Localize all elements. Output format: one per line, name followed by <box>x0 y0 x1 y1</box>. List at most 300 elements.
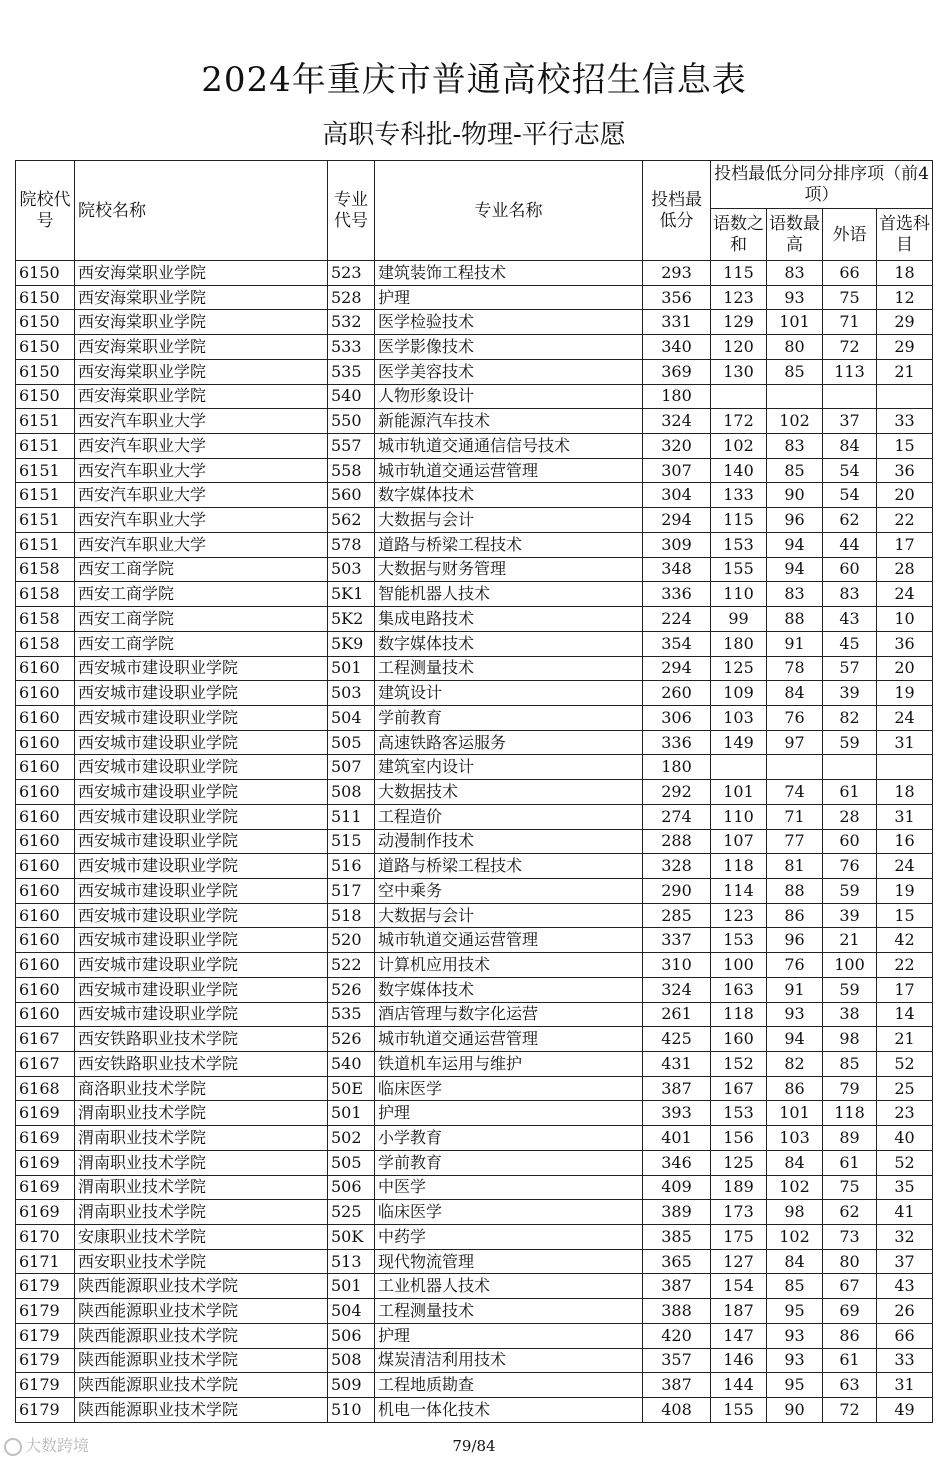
cell-max-cn-math: 96 <box>767 508 823 533</box>
col-major-code: 专业代号 <box>328 161 375 261</box>
cell-major-code: 558 <box>328 458 375 483</box>
cell-foreign-lang: 43 <box>823 607 877 632</box>
cell-major-code: 501 <box>328 656 375 681</box>
cell-foreign-lang: 82 <box>823 705 877 730</box>
cell-first-subject: 32 <box>877 1225 933 1250</box>
cell-sum-cn-math: 154 <box>711 1274 767 1299</box>
watermark <box>4 1433 89 1456</box>
cell-sum-cn-math: 107 <box>711 829 767 854</box>
cell-major-code: 562 <box>328 508 375 533</box>
cell-sum-cn-math: 175 <box>711 1225 767 1250</box>
cell-major-name: 工程造价 <box>375 804 643 829</box>
cell-major-code: 578 <box>328 532 375 557</box>
cell-first-subject: 16 <box>877 829 933 854</box>
table-body <box>16 261 933 1423</box>
cell-min-score: 369 <box>643 359 711 384</box>
cell-major-name: 医学检验技术 <box>375 310 643 335</box>
cell-foreign-lang: 100 <box>823 953 877 978</box>
cell-min-score: 354 <box>643 631 711 656</box>
cell-min-score: 224 <box>643 607 711 632</box>
cell-min-score: 331 <box>643 310 711 335</box>
cell-major-code: 505 <box>328 1150 375 1175</box>
cell-first-subject: 31 <box>877 1373 933 1398</box>
table-row <box>16 977 933 1002</box>
cell-school-code: 6160 <box>16 755 75 780</box>
cell-min-score: 294 <box>643 656 711 681</box>
cell-school-name: 西安汽车职业大学 <box>75 508 328 533</box>
cell-first-subject: 10 <box>877 607 933 632</box>
cell-sum-cn-math: 127 <box>711 1249 767 1274</box>
cell-min-score: 292 <box>643 780 711 805</box>
cell-max-cn-math: 82 <box>767 1052 823 1077</box>
cell-foreign-lang: 21 <box>823 928 877 953</box>
cell-max-cn-math: 71 <box>767 804 823 829</box>
cell-school-code: 6158 <box>16 631 75 656</box>
cell-major-name: 煤炭清洁利用技术 <box>375 1348 643 1373</box>
cell-sum-cn-math: 109 <box>711 681 767 706</box>
cell-first-subject: 29 <box>877 310 933 335</box>
cell-major-name: 护理 <box>375 1323 643 1348</box>
cell-school-name: 西安城市建设职业学院 <box>75 977 328 1002</box>
cell-max-cn-math: 90 <box>767 483 823 508</box>
cell-school-code: 6151 <box>16 458 75 483</box>
cell-foreign-lang: 67 <box>823 1274 877 1299</box>
cell-max-cn-math: 98 <box>767 1200 823 1225</box>
cell-sum-cn-math: 173 <box>711 1200 767 1225</box>
cell-first-subject: 19 <box>877 681 933 706</box>
col-sum-cn-math: 语数之和 <box>711 209 767 261</box>
cell-max-cn-math: 76 <box>767 953 823 978</box>
cell-foreign-lang: 98 <box>823 1027 877 1052</box>
cell-major-code: 503 <box>328 557 375 582</box>
cell-sum-cn-math: 129 <box>711 310 767 335</box>
cell-first-subject: 31 <box>877 804 933 829</box>
cell-first-subject: 28 <box>877 557 933 582</box>
cell-first-subject: 19 <box>877 878 933 903</box>
cell-major-name: 道路与桥梁工程技术 <box>375 532 643 557</box>
cell-foreign-lang: 28 <box>823 804 877 829</box>
cell-school-code: 6160 <box>16 656 75 681</box>
table-row <box>16 928 933 953</box>
cell-school-code: 6179 <box>16 1323 75 1348</box>
cell-major-code: 526 <box>328 1027 375 1052</box>
cell-school-name: 西安城市建设职业学院 <box>75 953 328 978</box>
cell-sum-cn-math: 118 <box>711 854 767 879</box>
cell-school-name: 陕西能源职业技术学院 <box>75 1299 328 1324</box>
cell-major-name: 城市轨道交通通信信号技术 <box>375 434 643 459</box>
cell-school-code: 6150 <box>16 335 75 360</box>
cell-school-code: 6179 <box>16 1348 75 1373</box>
admission-table <box>15 160 933 1423</box>
cell-major-name: 道路与桥梁工程技术 <box>375 854 643 879</box>
cell-foreign-lang: 71 <box>823 310 877 335</box>
cell-first-subject: 20 <box>877 483 933 508</box>
cell-sum-cn-math: 172 <box>711 409 767 434</box>
cell-major-code: 502 <box>328 1126 375 1151</box>
cell-sum-cn-math: 125 <box>711 656 767 681</box>
table-row <box>16 681 933 706</box>
table-header <box>16 161 933 261</box>
cell-foreign-lang: 59 <box>823 730 877 755</box>
cell-max-cn-math: 86 <box>767 1076 823 1101</box>
cell-foreign-lang: 83 <box>823 582 877 607</box>
table-row <box>16 1249 933 1274</box>
cell-major-name: 大数据与会计 <box>375 508 643 533</box>
cell-major-name: 高速铁路客运服务 <box>375 730 643 755</box>
cell-sum-cn-math: 120 <box>711 335 767 360</box>
cell-school-code: 6169 <box>16 1175 75 1200</box>
cell-major-code: 503 <box>328 681 375 706</box>
cell-max-cn-math: 78 <box>767 656 823 681</box>
cell-max-cn-math: 93 <box>767 1323 823 1348</box>
cell-sum-cn-math: 123 <box>711 903 767 928</box>
cell-max-cn-math: 97 <box>767 730 823 755</box>
cell-sum-cn-math: 153 <box>711 1101 767 1126</box>
cell-max-cn-math: 95 <box>767 1299 823 1324</box>
cell-sum-cn-math: 153 <box>711 928 767 953</box>
cell-foreign-lang: 61 <box>823 1348 877 1373</box>
cell-first-subject: 33 <box>877 1348 933 1373</box>
cell-first-subject: 23 <box>877 1101 933 1126</box>
table-row <box>16 755 933 780</box>
cell-school-code: 6169 <box>16 1200 75 1225</box>
cell-first-subject: 21 <box>877 1027 933 1052</box>
cell-sum-cn-math: 115 <box>711 261 767 286</box>
cell-foreign-lang <box>823 384 877 409</box>
cell-school-name: 西安城市建设职业学院 <box>75 854 328 879</box>
cell-school-code: 6160 <box>16 681 75 706</box>
cell-max-cn-math: 101 <box>767 310 823 335</box>
cell-first-subject: 40 <box>877 1126 933 1151</box>
cell-major-code: 550 <box>328 409 375 434</box>
cell-first-subject: 52 <box>877 1052 933 1077</box>
cell-school-code: 6158 <box>16 582 75 607</box>
cell-max-cn-math: 80 <box>767 335 823 360</box>
cell-school-name: 安康职业技术学院 <box>75 1225 328 1250</box>
cell-min-score: 324 <box>643 977 711 1002</box>
table-row <box>16 1373 933 1398</box>
cell-min-score: 385 <box>643 1225 711 1250</box>
cell-foreign-lang: 89 <box>823 1126 877 1151</box>
cell-sum-cn-math: 123 <box>711 285 767 310</box>
cell-major-code: 525 <box>328 1200 375 1225</box>
cell-max-cn-math: 86 <box>767 903 823 928</box>
cell-school-code: 6170 <box>16 1225 75 1250</box>
cell-min-score: 408 <box>643 1398 711 1423</box>
cell-school-name: 西安海棠职业学院 <box>75 285 328 310</box>
cell-first-subject: 26 <box>877 1299 933 1324</box>
cell-foreign-lang: 45 <box>823 631 877 656</box>
cell-max-cn-math: 84 <box>767 681 823 706</box>
cell-first-subject: 52 <box>877 1150 933 1175</box>
cell-major-code: 511 <box>328 804 375 829</box>
cell-foreign-lang: 37 <box>823 409 877 434</box>
cell-school-code: 6169 <box>16 1126 75 1151</box>
cell-max-cn-math: 91 <box>767 631 823 656</box>
cell-major-code: 518 <box>328 903 375 928</box>
cell-first-subject: 15 <box>877 434 933 459</box>
cell-min-score: 365 <box>643 1249 711 1274</box>
cell-sum-cn-math: 103 <box>711 705 767 730</box>
cell-major-name: 工程测量技术 <box>375 1299 643 1324</box>
cell-min-score: 387 <box>643 1274 711 1299</box>
cell-min-score: 388 <box>643 1299 711 1324</box>
cell-max-cn-math: 102 <box>767 1225 823 1250</box>
cell-foreign-lang: 39 <box>823 903 877 928</box>
cell-sum-cn-math: 187 <box>711 1299 767 1324</box>
cell-min-score: 420 <box>643 1323 711 1348</box>
cell-major-name: 学前教育 <box>375 1150 643 1175</box>
cell-school-code: 6150 <box>16 261 75 286</box>
cell-foreign-lang: 60 <box>823 829 877 854</box>
table-row <box>16 1150 933 1175</box>
cell-major-code: 504 <box>328 705 375 730</box>
table-row <box>16 780 933 805</box>
cell-school-code: 6158 <box>16 557 75 582</box>
cell-first-subject: 31 <box>877 730 933 755</box>
cell-foreign-lang: 113 <box>823 359 877 384</box>
cell-major-code: 528 <box>328 285 375 310</box>
cell-max-cn-math: 88 <box>767 607 823 632</box>
cell-min-score: 180 <box>643 384 711 409</box>
cell-foreign-lang: 59 <box>823 878 877 903</box>
cell-school-code: 6151 <box>16 434 75 459</box>
table-row <box>16 508 933 533</box>
watermark-text: 大数跨境 <box>25 1436 90 1455</box>
cell-school-name: 西安汽车职业大学 <box>75 532 328 557</box>
cell-sum-cn-math: 140 <box>711 458 767 483</box>
cell-sum-cn-math: 163 <box>711 977 767 1002</box>
cell-min-score: 389 <box>643 1200 711 1225</box>
cell-first-subject: 35 <box>877 1175 933 1200</box>
cell-min-score: 306 <box>643 705 711 730</box>
cell-first-subject: 24 <box>877 854 933 879</box>
cell-school-name: 西安城市建设职业学院 <box>75 730 328 755</box>
cell-sum-cn-math: 160 <box>711 1027 767 1052</box>
page-number: 79/84 <box>452 1437 496 1455</box>
cell-major-name: 数字媒体技术 <box>375 483 643 508</box>
cell-school-code: 6160 <box>16 804 75 829</box>
cell-major-name: 空中乘务 <box>375 878 643 903</box>
table-row <box>16 1348 933 1373</box>
cell-major-code: 557 <box>328 434 375 459</box>
cell-first-subject: 24 <box>877 582 933 607</box>
cell-major-code: 509 <box>328 1373 375 1398</box>
cell-major-code: 522 <box>328 953 375 978</box>
col-school-name: 院校名称 <box>75 161 328 261</box>
cell-major-code: 560 <box>328 483 375 508</box>
cell-major-code: 510 <box>328 1398 375 1423</box>
col-school-code: 院校代号 <box>16 161 75 261</box>
cell-first-subject: 20 <box>877 656 933 681</box>
cell-min-score: 304 <box>643 483 711 508</box>
cell-first-subject: 37 <box>877 1249 933 1274</box>
cell-first-subject: 22 <box>877 953 933 978</box>
cell-school-name: 陕西能源职业技术学院 <box>75 1274 328 1299</box>
cell-major-name: 大数据与会计 <box>375 903 643 928</box>
cell-school-name: 西安城市建设职业学院 <box>75 928 328 953</box>
cell-min-score: 357 <box>643 1348 711 1373</box>
cell-major-name: 集成电路技术 <box>375 607 643 632</box>
table-row <box>16 1299 933 1324</box>
cell-major-code: 540 <box>328 384 375 409</box>
cell-min-score: 180 <box>643 755 711 780</box>
cell-school-name: 西安汽车职业大学 <box>75 434 328 459</box>
cell-max-cn-math: 94 <box>767 532 823 557</box>
cell-foreign-lang: 38 <box>823 1002 877 1027</box>
cell-min-score: 393 <box>643 1101 711 1126</box>
cell-min-score: 401 <box>643 1126 711 1151</box>
cell-major-name: 数字媒体技术 <box>375 631 643 656</box>
cell-max-cn-math: 93 <box>767 1348 823 1373</box>
cell-foreign-lang: 54 <box>823 483 877 508</box>
cell-school-code: 6151 <box>16 483 75 508</box>
cell-major-code: 506 <box>328 1323 375 1348</box>
cell-min-score: 293 <box>643 261 711 286</box>
cell-school-name: 陕西能源职业技术学院 <box>75 1323 328 1348</box>
table-row <box>16 409 933 434</box>
cell-min-score: 274 <box>643 804 711 829</box>
table-row <box>16 953 933 978</box>
cell-max-cn-math: 91 <box>767 977 823 1002</box>
cell-foreign-lang: 118 <box>823 1101 877 1126</box>
cell-school-name: 西安海棠职业学院 <box>75 310 328 335</box>
table-row <box>16 854 933 879</box>
table-row <box>16 1101 933 1126</box>
cell-foreign-lang: 44 <box>823 532 877 557</box>
cell-school-name: 西安海棠职业学院 <box>75 359 328 384</box>
cell-major-name: 护理 <box>375 1101 643 1126</box>
cell-major-name: 临床医学 <box>375 1200 643 1225</box>
cell-major-name: 大数据与财务管理 <box>375 557 643 582</box>
cell-sum-cn-math: 156 <box>711 1126 767 1151</box>
cell-max-cn-math: 103 <box>767 1126 823 1151</box>
cell-major-name: 铁道机车运用与维护 <box>375 1052 643 1077</box>
cell-school-name: 西安城市建设职业学院 <box>75 681 328 706</box>
cell-school-code: 6160 <box>16 977 75 1002</box>
cell-major-name: 建筑室内设计 <box>375 755 643 780</box>
cell-first-subject: 49 <box>877 1398 933 1423</box>
cell-first-subject: 21 <box>877 359 933 384</box>
cell-foreign-lang: 84 <box>823 434 877 459</box>
cell-major-code: 507 <box>328 755 375 780</box>
cell-major-name: 城市轨道交通运营管理 <box>375 928 643 953</box>
table-row <box>16 1175 933 1200</box>
cell-foreign-lang: 57 <box>823 656 877 681</box>
cell-foreign-lang: 66 <box>823 261 877 286</box>
cell-first-subject: 12 <box>877 285 933 310</box>
table-row <box>16 359 933 384</box>
cell-major-name: 计算机应用技术 <box>375 953 643 978</box>
table-row <box>16 310 933 335</box>
cell-sum-cn-math: 144 <box>711 1373 767 1398</box>
cell-major-code: 50E <box>328 1076 375 1101</box>
cell-major-code: 523 <box>328 261 375 286</box>
cell-min-score: 387 <box>643 1076 711 1101</box>
table-row <box>16 829 933 854</box>
cell-school-name: 西安城市建设职业学院 <box>75 878 328 903</box>
table-row <box>16 1002 933 1027</box>
table-row <box>16 878 933 903</box>
cell-school-name: 西安工商学院 <box>75 557 328 582</box>
cell-foreign-lang: 54 <box>823 458 877 483</box>
cell-foreign-lang <box>823 755 877 780</box>
cell-major-name: 工业机器人技术 <box>375 1274 643 1299</box>
cell-school-code: 6160 <box>16 903 75 928</box>
cell-sum-cn-math: 100 <box>711 953 767 978</box>
table-row <box>16 1398 933 1423</box>
cell-sum-cn-math: 101 <box>711 780 767 805</box>
cell-sum-cn-math: 147 <box>711 1323 767 1348</box>
table-row <box>16 261 933 286</box>
cell-major-code: 515 <box>328 829 375 854</box>
cell-major-name: 工程测量技术 <box>375 656 643 681</box>
cell-sum-cn-math: 110 <box>711 582 767 607</box>
cell-foreign-lang: 59 <box>823 977 877 1002</box>
cell-min-score: 337 <box>643 928 711 953</box>
cell-max-cn-math: 85 <box>767 458 823 483</box>
col-tiebreak-group: 投档最低分同分排序项（前4项） <box>711 161 933 209</box>
cell-max-cn-math: 85 <box>767 359 823 384</box>
cell-sum-cn-math: 152 <box>711 1052 767 1077</box>
watermark-logo-icon <box>4 1438 22 1456</box>
cell-sum-cn-math: 118 <box>711 1002 767 1027</box>
cell-min-score: 336 <box>643 730 711 755</box>
cell-major-code: 505 <box>328 730 375 755</box>
cell-first-subject: 18 <box>877 780 933 805</box>
cell-foreign-lang: 79 <box>823 1076 877 1101</box>
cell-major-name: 大数据技术 <box>375 780 643 805</box>
cell-school-name: 渭南职业技术学院 <box>75 1175 328 1200</box>
table-row <box>16 582 933 607</box>
cell-school-code: 6160 <box>16 1002 75 1027</box>
cell-major-name: 动漫制作技术 <box>375 829 643 854</box>
cell-major-name: 现代物流管理 <box>375 1249 643 1274</box>
cell-min-score: 290 <box>643 878 711 903</box>
cell-school-name: 西安城市建设职业学院 <box>75 903 328 928</box>
cell-max-cn-math: 94 <box>767 1027 823 1052</box>
cell-first-subject: 15 <box>877 903 933 928</box>
cell-sum-cn-math: 102 <box>711 434 767 459</box>
cell-school-name: 陕西能源职业技术学院 <box>75 1398 328 1423</box>
cell-foreign-lang: 60 <box>823 557 877 582</box>
cell-sum-cn-math <box>711 755 767 780</box>
cell-first-subject: 43 <box>877 1274 933 1299</box>
cell-first-subject: 66 <box>877 1323 933 1348</box>
table-row <box>16 1200 933 1225</box>
cell-school-code: 6160 <box>16 854 75 879</box>
cell-sum-cn-math: 155 <box>711 557 767 582</box>
cell-major-code: 501 <box>328 1101 375 1126</box>
cell-major-code: 535 <box>328 1002 375 1027</box>
cell-school-name: 西安工商学院 <box>75 607 328 632</box>
cell-school-code: 6179 <box>16 1299 75 1324</box>
cell-foreign-lang: 73 <box>823 1225 877 1250</box>
cell-major-name: 城市轨道交通运营管理 <box>375 458 643 483</box>
cell-min-score: 336 <box>643 582 711 607</box>
cell-first-subject: 36 <box>877 458 933 483</box>
table-row <box>16 730 933 755</box>
cell-sum-cn-math: 167 <box>711 1076 767 1101</box>
cell-first-subject <box>877 755 933 780</box>
cell-school-name: 西安城市建设职业学院 <box>75 1002 328 1027</box>
table-row <box>16 631 933 656</box>
cell-school-code: 6171 <box>16 1249 75 1274</box>
cell-max-cn-math: 85 <box>767 1274 823 1299</box>
cell-major-code: 50K <box>328 1225 375 1250</box>
col-major-name: 专业名称 <box>375 161 643 261</box>
cell-major-code: 504 <box>328 1299 375 1324</box>
